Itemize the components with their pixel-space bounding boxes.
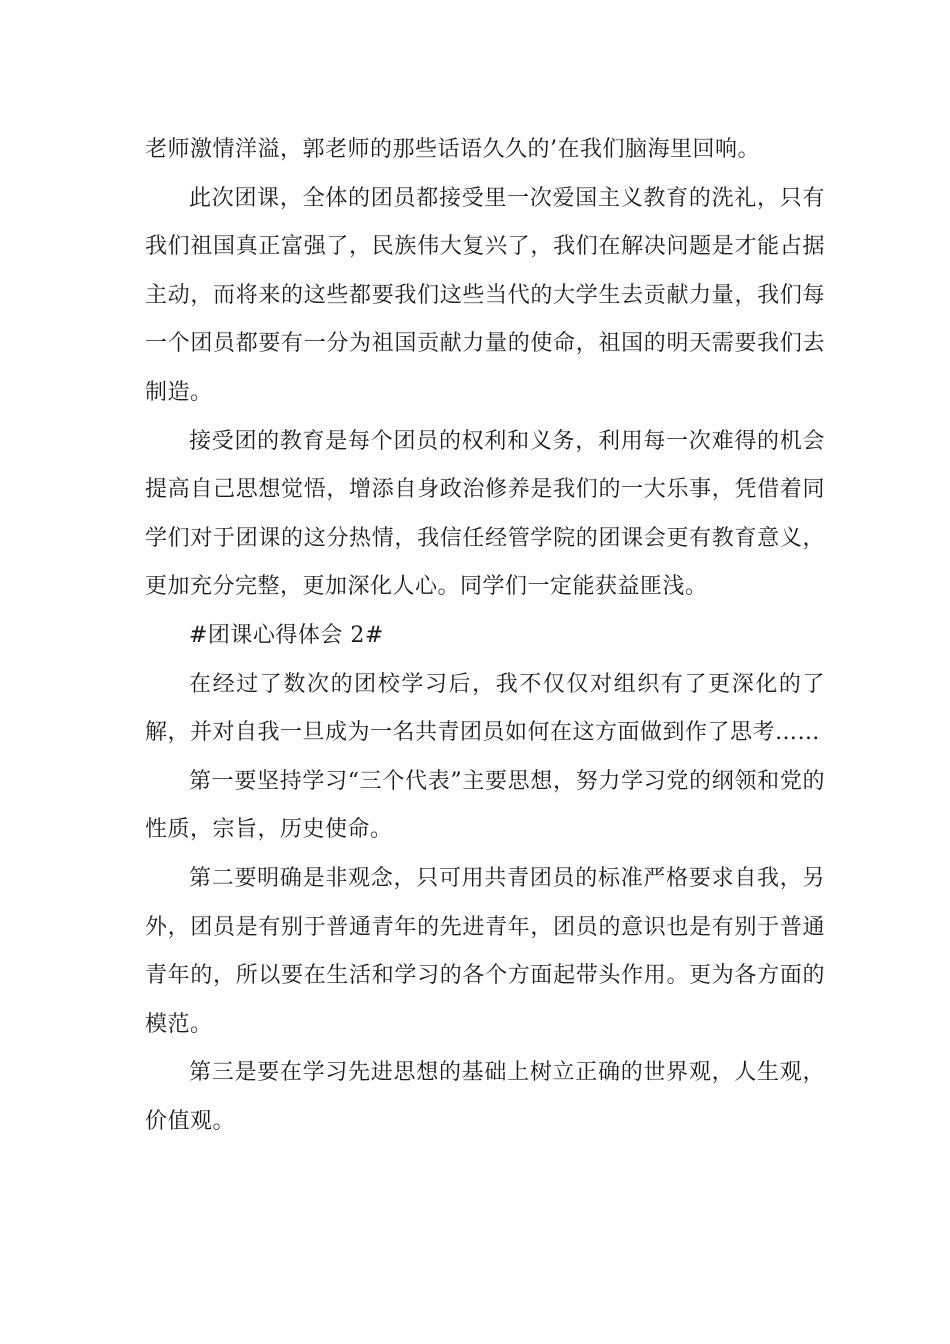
paragraph-2: 接受团的教育是每个团员的权利和义务，利用每一次难得的机会提高自己思想觉悟，增添自身政治修养是我们的一大乐事，凭借着同学们对于团课的这分热情，我信任经管学院的团课会更有教育意义，更加充分完整，更加深化人心。同学们一定能获益匪浅。 — [145, 428, 825, 600]
paragraph-continuation: 老师激情洋溢，郭老师的那些话语久久的’在我们脑海里回响。 — [145, 137, 760, 162]
section-heading: #团课心得体会 2# — [189, 622, 384, 648]
document-body — [145, 126, 825, 1146]
paragraph-1: 此次团课，全体的团员都接受里一次爱国主义教育的洗礼，只有我们祖国真正富强了，民族伟大复兴了，我们在解决问题是才能占据主动，而将来的这些都要我们这些当代的大学生去贡献力量，我们每一个团员都要有一分为祖国贡献力量的使命，祖国的明天需要我们去制造。 — [145, 185, 825, 405]
paragraph-4: 第一要坚持学习“三个代表”主要思想，努力学习党的纲领和党的性质，宗旨，历史使命。 — [145, 768, 825, 843]
paragraph-3: 在经过了数次的团校学习后，我不仅仅对组织有了更深化的了解，并对自我一旦成为一名共青团员如何在这方面做到作了思考…… — [145, 671, 825, 746]
paragraph-5: 第二要明确是非观念，只可用共青团员的标准严格要求自我，另外，团员是有别于普通青年的先进青年，团员的意识也是有别于普通青年的，所以要在生活和学习的各个方面起带头作用。更为各方面的模范。 — [145, 865, 825, 1037]
paragraph-6: 第三是要在学习先进思想的基础上树立正确的世界观，人生观，价值观。 — [145, 1060, 825, 1134]
